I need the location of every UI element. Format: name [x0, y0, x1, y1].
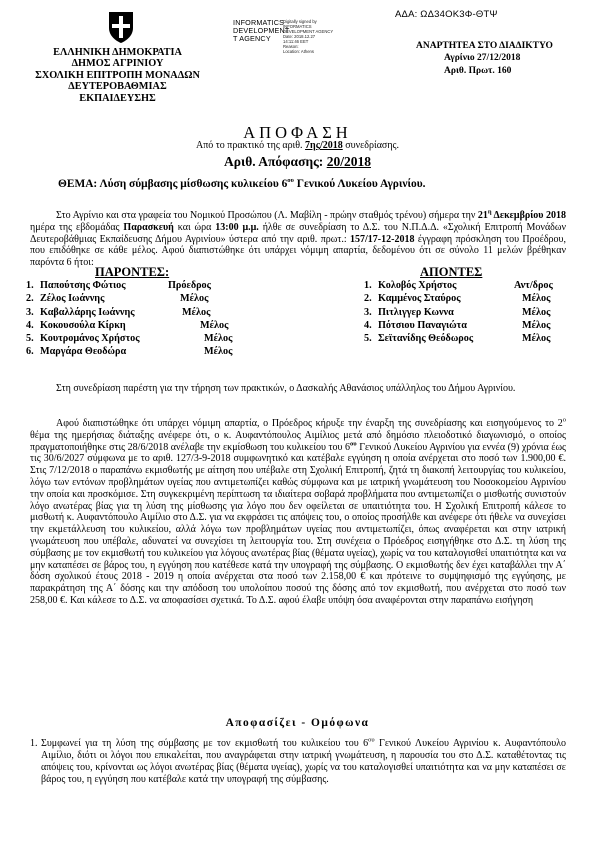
body-sup: ο	[562, 416, 566, 424]
minutes-prefix: Από το πρακτικό της αριθ.	[195, 140, 303, 151]
proposal-paragraph	[30, 418, 566, 607]
greek-emblem-icon	[106, 10, 136, 44]
present-member-row	[26, 306, 266, 319]
member-number: 1.	[364, 280, 372, 291]
subject-label: ΘΕΜΑ: Λύση σύμβασης μίσθωσης κυλικείου 6	[58, 178, 288, 190]
member-name: Καμμένος Σταύρος	[378, 293, 461, 305]
present-member-row	[26, 292, 266, 305]
signature-line: Reason:	[283, 44, 299, 49]
member-role: Αντ/δρος	[514, 280, 553, 291]
member-role: Μέλος	[182, 306, 211, 318]
protocol-number: Αριθ. Πρωτ. 160	[444, 65, 512, 76]
member-number: 3.	[26, 306, 34, 318]
present-member-row	[26, 279, 266, 292]
intro-text: ήλθε σε συνεδρίαση το Δ.Σ. του Ν.Π.Δ.Δ. «Σχολική Επιτροπή Μονάδων Δευτεροβάθμιας Εκπαίδευσης Δήμου Αγρινίου» ύστερα από την αριθ. πρωτ.:	[30, 221, 566, 245]
body-text: Αφού διαπιστώθηκε ότι υπάρχει νόμιμη απαρτία, ο Πρόεδρος κήρυξε την έναρξη της συνεδρίασης και εισηγούμενος το 2	[56, 418, 563, 429]
body-text: Γενικού Λυκείου Αγρινίου για εννέα (9) χρόνια έως τις 30/6/2027 σύμφωνα με το αριθ. 127/3-9-2018 συμφωνητικό και κατέβαλε εγγύηση η οποία ανέρχεται στο ποσό των 1.900,00 €. Στις 7/12/2018 ο παραπάνω εκμισθωτής με αίτηση που υπέβαλε στη Σχολική Επιτροπή, ζητά τη διακοπή λειτουργίας του κυλικείου, λόγω των εντόνων προβλημάτων υγείας που αντιμετωπίζει καθώς σύμφωνα και με ιατρική γνωμάτευση του Νοσοκομείου Αγρινίου την οποία και προσκόμισε. Στη συγκεκριμένη περίπτωση τα ιδιαίτερα σοβαρά προβλήματα που αντιμετωπίζει ο μισθωτής συνιστούν λόγο ανωτέρας βίας για τη λύση της μίσθωσης για λόγο που δεν οφείλεται σε υπαιτιότητα του. Η Σχολική Επιτροπή κάλεσε το μισθωτή κ. Αυφαντόπουλο Αιμίλιο στο Δ.Σ. για να εκφράσει τις απόψεις του, ο οποίος προσήλθε και ανέφερε ότι ήθελε να συνεχίσει την εκμετάλλευση του κυλικείου, αλλά λόγω των προβλημάτων υγείας που αντιμετωπίζει, όπως αναφέρεται και στην ιατρική γνωμάτευση που υπέβαλε, αδυνατεί να συνεχίσει τη λειτουργία του. Στη συνέχεια ο Πρόεδρος εισηγήθηκε στο Δ.Σ. τη λύση της σύμβασης με τον εκμισθωτή του κυλικείου για λόγους ανωτέρας βίας (θέματα υγείας), χωρίς να του καταλογισθεί υπαιτιότητα και να μην καταπέσει σε βάρος του, η εγγύηση που κατέθεσε κατά την υπογραφή της σύμβασης. Ο εκμισθωτής δεν έχει καταβάλλει την Α΄ δόση σχολικού έτους 2018 - 2019 η οποία ανέρχεται στα ποσό των 2.158,00 € και πρότεινε το συμψηφισμό της εγγύησης, με παρακράτηση της Α΄ δόσης και την απόδοση του υπολοίπου ποσού της δόσης από τον εκμισθωτή, που ανέρχεται στο ποσό των 258,00 €. Και κάλεσε το Δ.Σ. να αποφασίσει σχετικά. Το Δ.Σ. αφού έλαβε υπόψη όσα αναφέρονται στην παραπάνω εισήγηση	[30, 441, 566, 606]
signature-line: Digitally signed by	[283, 19, 317, 24]
member-name: Κοκουσούλα Κίρκη	[40, 319, 126, 331]
meeting-weekday: Παρασκευή	[123, 221, 174, 233]
member-role: Μέλος	[522, 293, 551, 305]
absent-member-row	[364, 319, 564, 332]
member-number: 2.	[364, 293, 372, 305]
member-name: Κουτρομάνος Χρήστος	[40, 333, 140, 345]
member-number: 4.	[364, 319, 372, 331]
authority-line: ΔΕΥΤΕΡΟΒΑΘΜΙΑΣ ΕΚΠΑΙΔΕΥΣΗΣ	[68, 81, 167, 104]
subject-line	[58, 178, 426, 190]
decision-number-label: Αριθ. Απόφασης:	[224, 154, 324, 169]
absent-list	[364, 279, 564, 345]
invitation-number: 157/17-12-2018	[350, 233, 415, 245]
absent-member-row	[364, 332, 564, 345]
member-role: Μέλος	[522, 319, 551, 331]
decision-item	[30, 738, 566, 786]
intro-text: ημέρα της εβδομάδας	[30, 221, 120, 233]
member-role: Μέλος	[522, 306, 551, 318]
member-name: Μαργάρα Θεοδώρα	[40, 346, 127, 358]
minutes-suffix: συνεδρίασης.	[345, 140, 400, 151]
member-name: Παπούτσης Φώτιος	[40, 280, 126, 291]
member-name: Σεϊτανίδης Θεόδωρος	[378, 333, 474, 345]
absent-header: ΑΠΟΝΤΕΣ	[420, 265, 483, 279]
member-number: 4.	[26, 319, 34, 331]
session-number: 7ης/2018	[305, 140, 343, 151]
present-list	[26, 279, 266, 359]
decision-item-number: 1.	[30, 738, 38, 749]
ada-code: ΑΔΑ: ΩΔ34ΟΚ3Φ-ΘΤΨ	[395, 9, 498, 20]
ida-logo-line: DEVELOPMENT	[233, 25, 290, 35]
secretary-paragraph: Στη συνεδρίαση παρέστη για την τήρηση των πρακτικών, ο Δασκαλής Αθανάσιος υπάλληλος του Δήμου Αγρινίου.	[56, 383, 516, 394]
member-role: Μέλος	[522, 333, 551, 345]
meeting-month: Δεκεμβρίου 2018	[493, 210, 566, 221]
member-name: Καβαλλάρης Ιωάννης	[40, 306, 135, 318]
member-role: Μέλος	[204, 346, 233, 358]
resolution-header: Αποφασίζει - Ομόφωνα	[225, 717, 370, 729]
meeting-time: 13:00 μ.μ.	[215, 221, 259, 233]
intro-text: Στο Αγρίνιο και στα γραφεία του Νομικού Προσώπου (Λ. Μαβίλη - πρώην σταθμός τρένου) σήμερα την	[56, 210, 476, 221]
member-name: Κολοβός Χρήστος	[378, 280, 457, 291]
present-member-row	[26, 319, 266, 332]
document-date: Αγρίνιο 27/12/2018	[444, 53, 521, 64]
member-number: 1.	[26, 280, 34, 291]
decision-number-value: 20/2018	[326, 154, 371, 169]
member-name: Πιτλιγγερ Κωννα	[378, 306, 454, 318]
member-role: Μέλος	[200, 319, 229, 331]
member-number: 5.	[26, 333, 34, 345]
signature-line: 14:11:46 EET	[283, 39, 309, 44]
absent-member-row	[364, 306, 564, 319]
ida-logo	[233, 19, 290, 42]
member-role: Μέλος	[204, 333, 233, 345]
member-name: Ζέλος Ιωάννης	[40, 293, 105, 305]
authority-line: ΔΗΜΟΣ ΑΓΡΙΝΙΟΥ	[71, 58, 164, 70]
ida-logo-line: T AGENCY	[233, 33, 271, 43]
digital-signature-text	[283, 19, 343, 54]
decision-text: Συμφωνεί για τη λύση της σύμβασης με τον εκμισθωτή του κυλικείου του 6	[41, 738, 369, 749]
authority-line: ΕΛΛΗΝΙΚΗ ΔΗΜΟΚΡΑΤΙΑ	[53, 47, 182, 58]
member-number: 6.	[26, 346, 34, 358]
absent-member-row	[364, 279, 564, 292]
present-member-row	[26, 332, 266, 345]
posting-info	[416, 40, 553, 77]
meeting-day-sup: η	[487, 208, 492, 216]
member-number: 3.	[364, 306, 372, 318]
signature-line: Location: Athens	[283, 49, 314, 54]
body-sup: ου	[350, 440, 357, 448]
present-member-row	[26, 345, 266, 358]
member-number: 2.	[26, 293, 34, 305]
member-name: Πότσιου Παναγιώτα	[378, 319, 467, 331]
signature-line: INFORMATICS	[283, 24, 312, 29]
authority-line: ΣΧΟΛΙΚΗ ΕΠΙΤΡΟΠΗ ΜΟΝΑΔΩΝ	[35, 69, 200, 81]
page-title: ΑΠΟΦΑΣΗ	[243, 123, 352, 142]
present-header: ΠΑΡΟΝΤΕΣ:	[95, 265, 170, 279]
posted-online-label: ΑΝΑΡΤΗΤΕΑ ΣΤΟ ΔΙΑΔΙΚΤΥΟ	[416, 41, 553, 51]
decision-sup: ου	[368, 736, 375, 744]
ida-logo-line: INFORMATICS	[233, 18, 285, 27]
issuing-authority	[30, 47, 205, 104]
intro-paragraph	[30, 210, 566, 269]
signature-line: DEVELOPMENT AGENCY	[283, 29, 334, 34]
meeting-day-num: 21	[477, 210, 488, 221]
subject-sup: ου	[287, 177, 294, 185]
intro-text: έγγραφη πρόσκληση του Προέδρου, που επιδόθηκε σε κάθε μέλος. Αφού διαπιστώθηκε ότι υπάρχει νόμιμη απαρτία, δεδομένου ότι σε σύνολο 11 μελών βρέθηκαν παρόντα 6 ήτοι:	[30, 233, 566, 269]
signature-line: Date: 2018.12.27	[283, 34, 316, 39]
decision-text: Γενικού Λυκείου Αγρινίου κ. Αυφαντόπουλο Αιμίλιο, διότι οι λόγοι που επικαλείται, που αναγράφεται στην ιατρική γνωμάτευση, η παρουσία του στο Δ.Σ. καταθέτοντας τις απόψεις του, κρίνονται ως λόγοι ανωτέρας βίας (θέματα υγείας), χωρίς να του καταλογισθεί υπαιτιότητα και να μην καταπέσει σε βάρος του, η εγγύηση που κατέβαλε κατά την υπογραφή της σύμβασης.	[41, 738, 567, 785]
intro-text: και ώρα	[177, 221, 212, 233]
member-role: Πρόεδρος	[168, 280, 211, 291]
subject-rest: Γενικού Λυκείου Αγρινίου.	[296, 178, 426, 190]
minutes-reference	[0, 140, 595, 151]
body-text: θέμα της ημερήσιας διάταξης ανέφερε ότι, ο κ. Αυφαντόπουλος Αιμίλιος μετά από δημόσιο πλειοδοτικό διαγωνισμό, ο οποίος πραγματοποιήθηκε στις 28/6/2018 ανέλαβε την εκμίσθωση του κυλικείου του 6	[30, 429, 566, 453]
decision-number	[0, 154, 595, 170]
absent-member-row	[364, 292, 564, 305]
member-role: Μέλος	[180, 293, 209, 305]
member-number: 5.	[364, 333, 372, 345]
